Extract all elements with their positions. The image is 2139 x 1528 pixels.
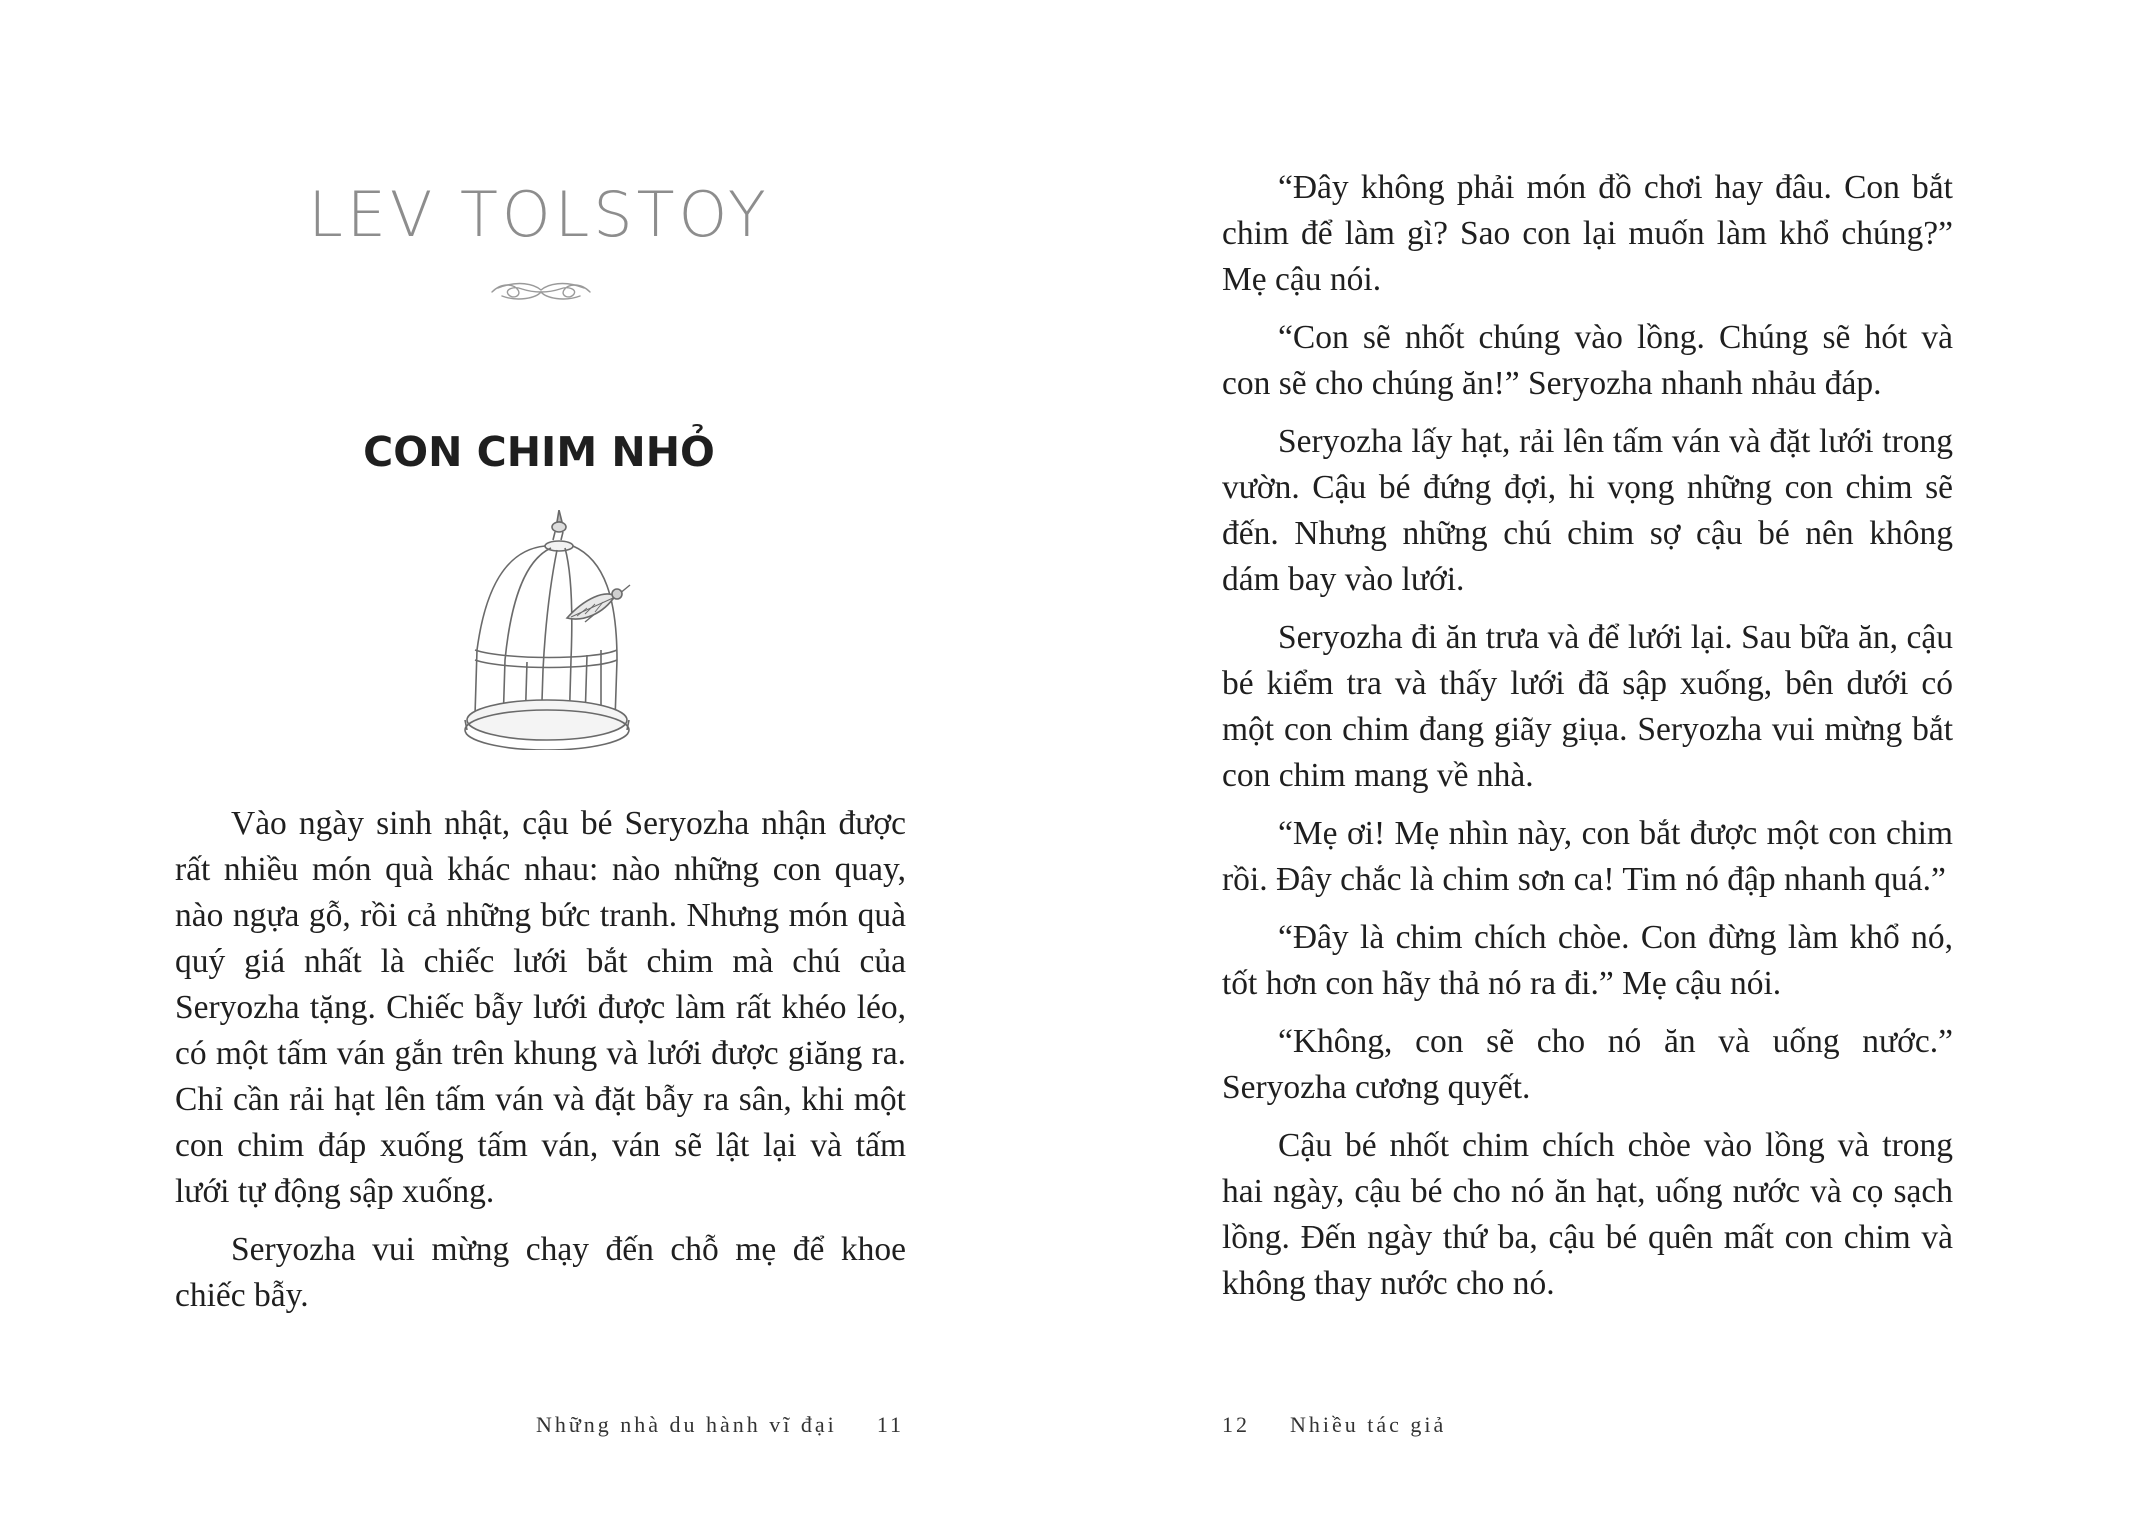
paragraph: “Đây không phải món đồ chơi hay đâu. Con bắt chim để làm gì? Sao con lại muốn làm khổ chúng?” Mẹ cậu nói. [1222,169,1953,298]
paragraph: Vào ngày sinh nhật, cậu bé Seryozha nhận được rất nhiều món quà khác nhau: nào những con quay, nào ngựa gỗ, rồi cả những bức tranh. Nhưng món quà quý giá nhất là chiếc lưới bắt chim mà chú của Seryozha tặng. Chiếc bẫy lưới được làm rất khéo léo, có một tấm ván gắn trên khung và lưới được giăng ra. Chỉ cần rải hạt lên tấm ván và đặt bẫy ra sân, khi một con chim đáp xuống tấm ván, ván sẽ lật lại và tấm lưới tự động sập xuống. [175,805,906,1210]
author-name: LEV TOLSTOY [308,178,770,251]
running-footer-right [1222,1412,1446,1438]
paragraph: “Không, con sẽ cho nó ăn và uống nước.” Seryozha cương quyết. [1222,1023,1953,1106]
running-footer-left [536,1412,904,1438]
left-page [0,0,1069,1528]
right-page [1070,0,2139,1528]
page-number: 12 [1222,1412,1250,1437]
birdcage-feather-icon [445,510,635,750]
paragraph: “Con sẽ nhốt chúng vào lồng. Chúng sẽ hót và con sẽ cho chúng ăn!” Seryozha nhanh nhảu đáp. [1222,319,1953,402]
chapter-title: CON CHIM NHỎ [363,428,715,476]
paragraph: Cậu bé nhốt chim chích chòe vào lồng và trong hai ngày, cậu bé cho nó ăn hạt, uống nước và cọ sạch lồng. Đến ngày thứ ba, cậu bé quên mất con chim và không thay nước cho nó. [1222,1127,1953,1302]
left-body-text [175,801,906,1331]
paragraph: Seryozha đi ăn trưa và để lưới lại. Sau bữa ăn, cậu bé kiểm tra và thấy lưới đã sập xuống, bên dưới có một con chim đang giãy giụa. Seryozha vui mừng bắt con chim mang về nhà. [1222,619,1953,794]
page-number: 11 [876,1412,904,1437]
footer-book-title: Những nhà du hành vĩ đại [535,1412,837,1437]
paragraph: “Mẹ ơi! Mẹ nhìn này, con bắt được một con chim rồi. Đây chắc là chim sơn ca! Tim nó đập nhanh quá.” [1222,815,1953,898]
right-body-text [1222,165,1953,1319]
paragraph: Seryozha vui mừng chạy đến chỗ mẹ để khoe chiếc bẫy. [175,1231,906,1314]
paragraph: “Đây là chim chích chòe. Con đừng làm khổ nó, tốt hơn con hãy thả nó ra đi.” Mẹ cậu nói. [1222,919,1953,1002]
flourish-ornament-icon [488,276,594,306]
paragraph: Seryozha lấy hạt, rải lên tấm ván và đặt lưới trong vườn. Cậu bé đứng đợi, hi vọng những con chim sẽ đến. Nhưng những chú chim sợ cậu bé nên không dám bay vào lưới. [1222,423,1953,598]
footer-author: Nhiều tác giả [1290,1412,1447,1437]
